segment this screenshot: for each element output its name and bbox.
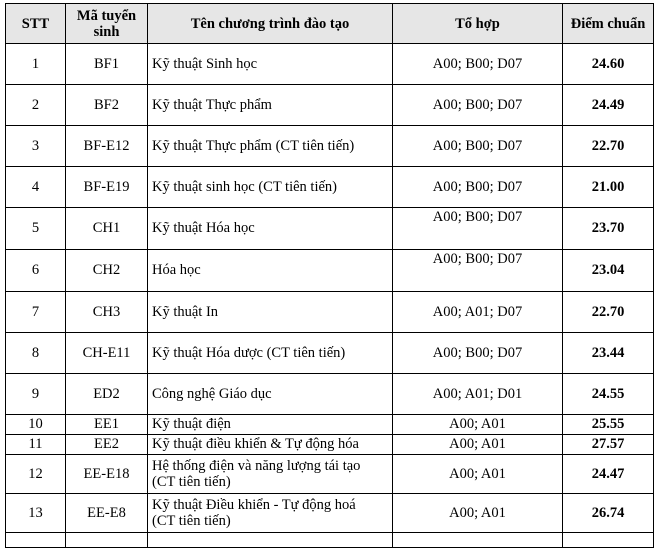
cell-stt: 9 xyxy=(6,374,66,415)
cell-ten: Kỹ thuật Hóa học xyxy=(148,208,393,250)
cell-diem: 23.04 xyxy=(563,250,654,292)
cell-empty xyxy=(66,533,148,548)
cell-ma: EE1 xyxy=(66,415,148,435)
header-ma-line2: sinh xyxy=(93,23,120,40)
table-row xyxy=(6,250,654,292)
cell-stt: 2 xyxy=(6,85,66,126)
cell-ten: Kỹ thuật Hóa dược (CT tiên tiến) xyxy=(148,333,393,374)
table-row xyxy=(6,415,654,435)
table-row xyxy=(6,44,654,85)
cell-ten: Công nghệ Giáo dục xyxy=(148,374,393,415)
cell-ten-line2: (CT tiên tiến) xyxy=(152,513,231,529)
cell-empty xyxy=(6,533,66,548)
cell-diem: 22.70 xyxy=(563,126,654,167)
table-row xyxy=(6,455,654,494)
cell-ten xyxy=(148,455,393,494)
cell-to-hop: A00; B00; D07 xyxy=(393,44,563,85)
cell-ten: Hóa học xyxy=(148,250,393,292)
cell-ten xyxy=(148,494,393,533)
cell-diem: 24.60 xyxy=(563,44,654,85)
cell-ten: Kỹ thuật điện xyxy=(148,415,393,435)
cell-ten: Kỹ thuật điều khiển & Tự động hóa xyxy=(148,435,393,455)
table-row-partial xyxy=(6,533,654,548)
cell-stt: 1 xyxy=(6,44,66,85)
header-to-hop: Tổ hợp xyxy=(393,4,563,44)
cell-stt: 3 xyxy=(6,126,66,167)
cell-ma: EE-E8 xyxy=(66,494,148,533)
cell-to-hop: A00; A01; D01 xyxy=(393,374,563,415)
cell-to-hop: A00; A01; D07 xyxy=(393,292,563,333)
table-row xyxy=(6,333,654,374)
cell-ma: BF-E19 xyxy=(66,167,148,208)
admission-scores-table-container xyxy=(5,3,654,548)
table-row xyxy=(6,167,654,208)
cell-ma: EE-E18 xyxy=(66,455,148,494)
cell-stt: 7 xyxy=(6,292,66,333)
cell-to-hop: A00; B00; D07 xyxy=(393,208,563,250)
table-header-row xyxy=(6,4,654,44)
cell-ma: BF-E12 xyxy=(66,126,148,167)
cell-ma: ED2 xyxy=(66,374,148,415)
cell-stt: 6 xyxy=(6,250,66,292)
cell-to-hop: A00; B00; D07 xyxy=(393,167,563,208)
cell-diem: 26.74 xyxy=(563,494,654,533)
cell-diem: 24.47 xyxy=(563,455,654,494)
cell-to-hop: A00; B00; D07 xyxy=(393,250,563,292)
cell-stt: 4 xyxy=(6,167,66,208)
admission-scores-table xyxy=(5,3,654,548)
cell-ten: Kỹ thuật Thực phẩm (CT tiên tiến) xyxy=(148,126,393,167)
cell-ma: CH-E11 xyxy=(66,333,148,374)
cell-ma: BF1 xyxy=(66,44,148,85)
cell-stt: 10 xyxy=(6,415,66,435)
cell-to-hop: A00; B00; D07 xyxy=(393,85,563,126)
cell-ten: Kỹ thuật sinh học (CT tiên tiến) xyxy=(148,167,393,208)
table-row xyxy=(6,374,654,415)
cell-diem: 25.55 xyxy=(563,415,654,435)
cell-to-hop: A00; A01 xyxy=(393,415,563,435)
cell-to-hop: A00; B00; D07 xyxy=(393,126,563,167)
cell-stt: 12 xyxy=(6,455,66,494)
cell-ma: EE2 xyxy=(66,435,148,455)
cell-to-hop: A00; B00; D07 xyxy=(393,333,563,374)
cell-diem: 22.70 xyxy=(563,292,654,333)
table-row xyxy=(6,126,654,167)
cell-empty xyxy=(148,533,393,548)
cell-diem: 24.55 xyxy=(563,374,654,415)
header-ten-chuong-trinh: Tên chương trình đào tạo xyxy=(148,4,393,44)
cell-ten-line1: Hệ thống điện và năng lượng tái tạo xyxy=(152,458,361,474)
header-stt: STT xyxy=(6,4,66,44)
cell-empty xyxy=(563,533,654,548)
cell-diem: 27.57 xyxy=(563,435,654,455)
header-diem-chuan: Điểm chuẩn xyxy=(563,4,654,44)
cell-diem: 23.44 xyxy=(563,333,654,374)
table-row xyxy=(6,494,654,533)
table-row xyxy=(6,208,654,250)
cell-ma: CH3 xyxy=(66,292,148,333)
cell-ten: Kỹ thuật Sinh học xyxy=(148,44,393,85)
header-ma-line1: Mã tuyển xyxy=(76,7,137,24)
table-row xyxy=(6,292,654,333)
cell-ma: CH2 xyxy=(66,250,148,292)
header-ma-tuyen-sinh xyxy=(66,4,148,44)
cell-to-hop: A00; A01 xyxy=(393,494,563,533)
cell-empty xyxy=(393,533,563,548)
table-row xyxy=(6,85,654,126)
cell-stt: 5 xyxy=(6,208,66,250)
cell-diem: 23.70 xyxy=(563,208,654,250)
cell-stt: 8 xyxy=(6,333,66,374)
cell-to-hop: A00; A01 xyxy=(393,455,563,494)
cell-diem: 21.00 xyxy=(563,167,654,208)
cell-stt: 11 xyxy=(6,435,66,455)
cell-ten: Kỹ thuật In xyxy=(148,292,393,333)
cell-stt: 13 xyxy=(6,494,66,533)
cell-ma: CH1 xyxy=(66,208,148,250)
cell-diem: 24.49 xyxy=(563,85,654,126)
cell-ten: Kỹ thuật Thực phẩm xyxy=(148,85,393,126)
cell-to-hop: A00; A01 xyxy=(393,435,563,455)
table-row xyxy=(6,435,654,455)
cell-ten-line2: (CT tiên tiến) xyxy=(152,474,231,490)
cell-ma: BF2 xyxy=(66,85,148,126)
cell-ten-line1: Kỹ thuật Điều khiển - Tự động hoá xyxy=(152,497,356,513)
